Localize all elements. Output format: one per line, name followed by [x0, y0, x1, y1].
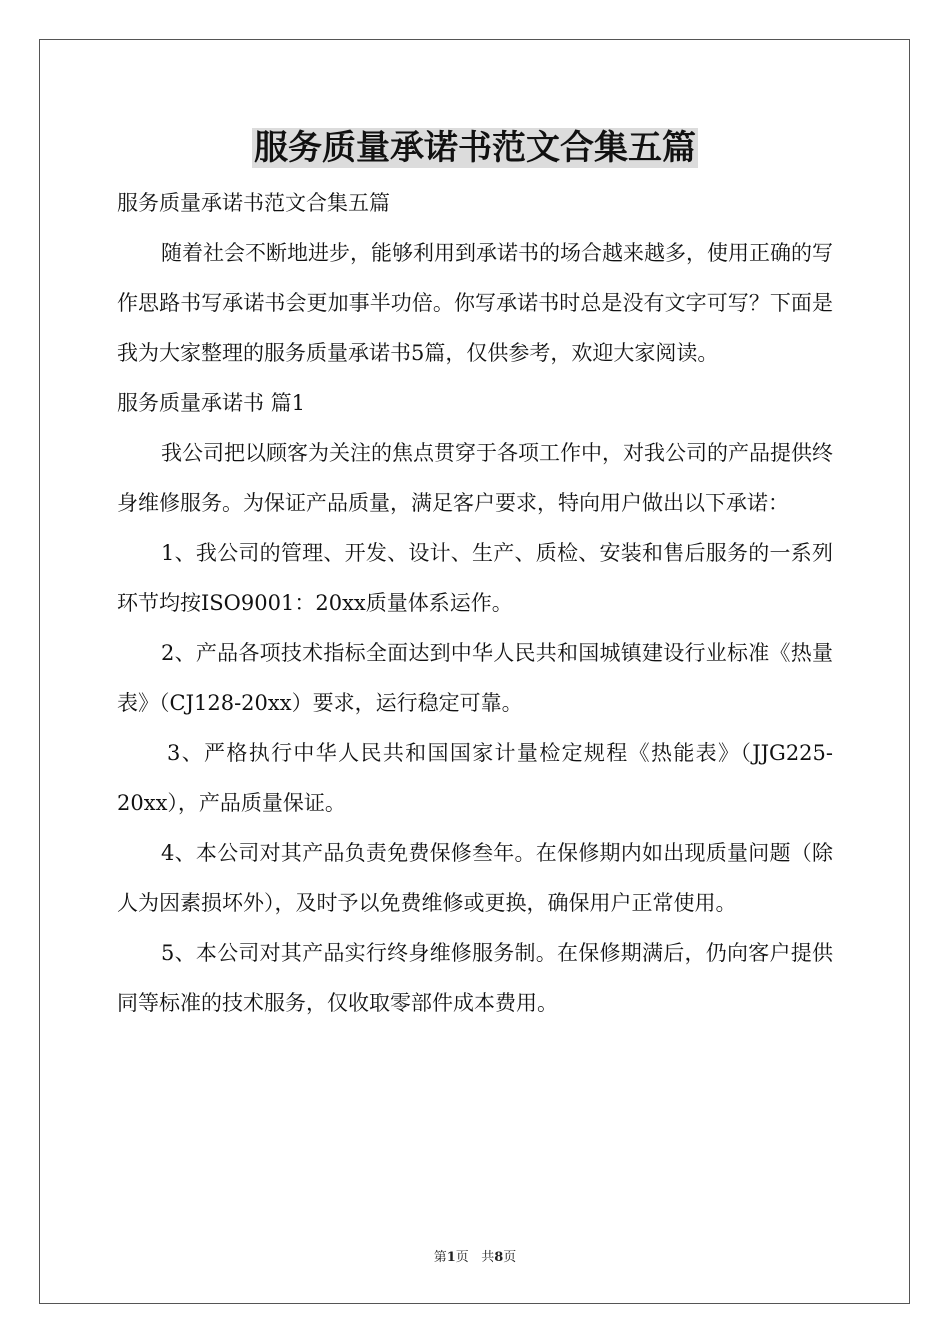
total-label: 页 [503, 1250, 517, 1265]
page-prefix: 第 [433, 1250, 447, 1265]
title-text: 服务质量承诺书范文合集五篇 [254, 128, 696, 168]
commitment-item-5: 5、本公司对其产品实行终身维修服务制。在保修期满后，仍向客户提供同等标准的技术服务，仅收取零部件成本费用。 [117, 941, 833, 1015]
body-paragraph: 我公司把以顾客为关注的焦点贯穿于各项工作中，对我公司的产品提供终身维修服务。为保证产品质量，满足客户要求，特向用户做出以下承诺： [117, 441, 833, 515]
total-prefix: 共 [481, 1250, 495, 1265]
commitment-item-4: 4、本公司对其产品负责免费保修叁年。在保修期内如出现质量问题（除人为因素损坏外），及时予以免费维修或更换，确保用户正常使用。 [117, 841, 833, 915]
document-body [117, 178, 833, 1028]
page-current: 1 [446, 1250, 456, 1265]
commitment-item-2: 2、产品各项技术指标全面达到中华人民共和国城镇建设行业标准《热量表》（CJ128-20xx）要求，运行稳定可靠。 [117, 641, 833, 715]
intro-paragraph: 随着社会不断地进步，能够利用到承诺书的场合越来越多，使用正确的写作思路书写承诺书会更加事半功倍。你写承诺书时总是没有文字可写？下面是我为大家整理的服务质量承诺书5篇，仅供参考，欢迎大家阅读。 [117, 241, 833, 365]
document-title [0, 126, 950, 170]
section-heading: 服务质量承诺书 篇1 [117, 391, 306, 415]
page-footer [0, 1246, 950, 1265]
commitment-item-1: 1、我公司的管理、开发、设计、生产、质检、安装和售后服务的一系列环节均按ISO9001：20xx质量体系运作。 [117, 541, 833, 615]
page-total: 8 [494, 1250, 504, 1265]
subtitle-line: 服务质量承诺书范文合集五篇 [117, 191, 390, 215]
commitment-item-3: 3、严格执行中华人民共和国国家计量检定规程《热能表》（JJG225-20xx），产品质量保证。 [117, 741, 833, 815]
page-label: 页 [455, 1250, 469, 1265]
